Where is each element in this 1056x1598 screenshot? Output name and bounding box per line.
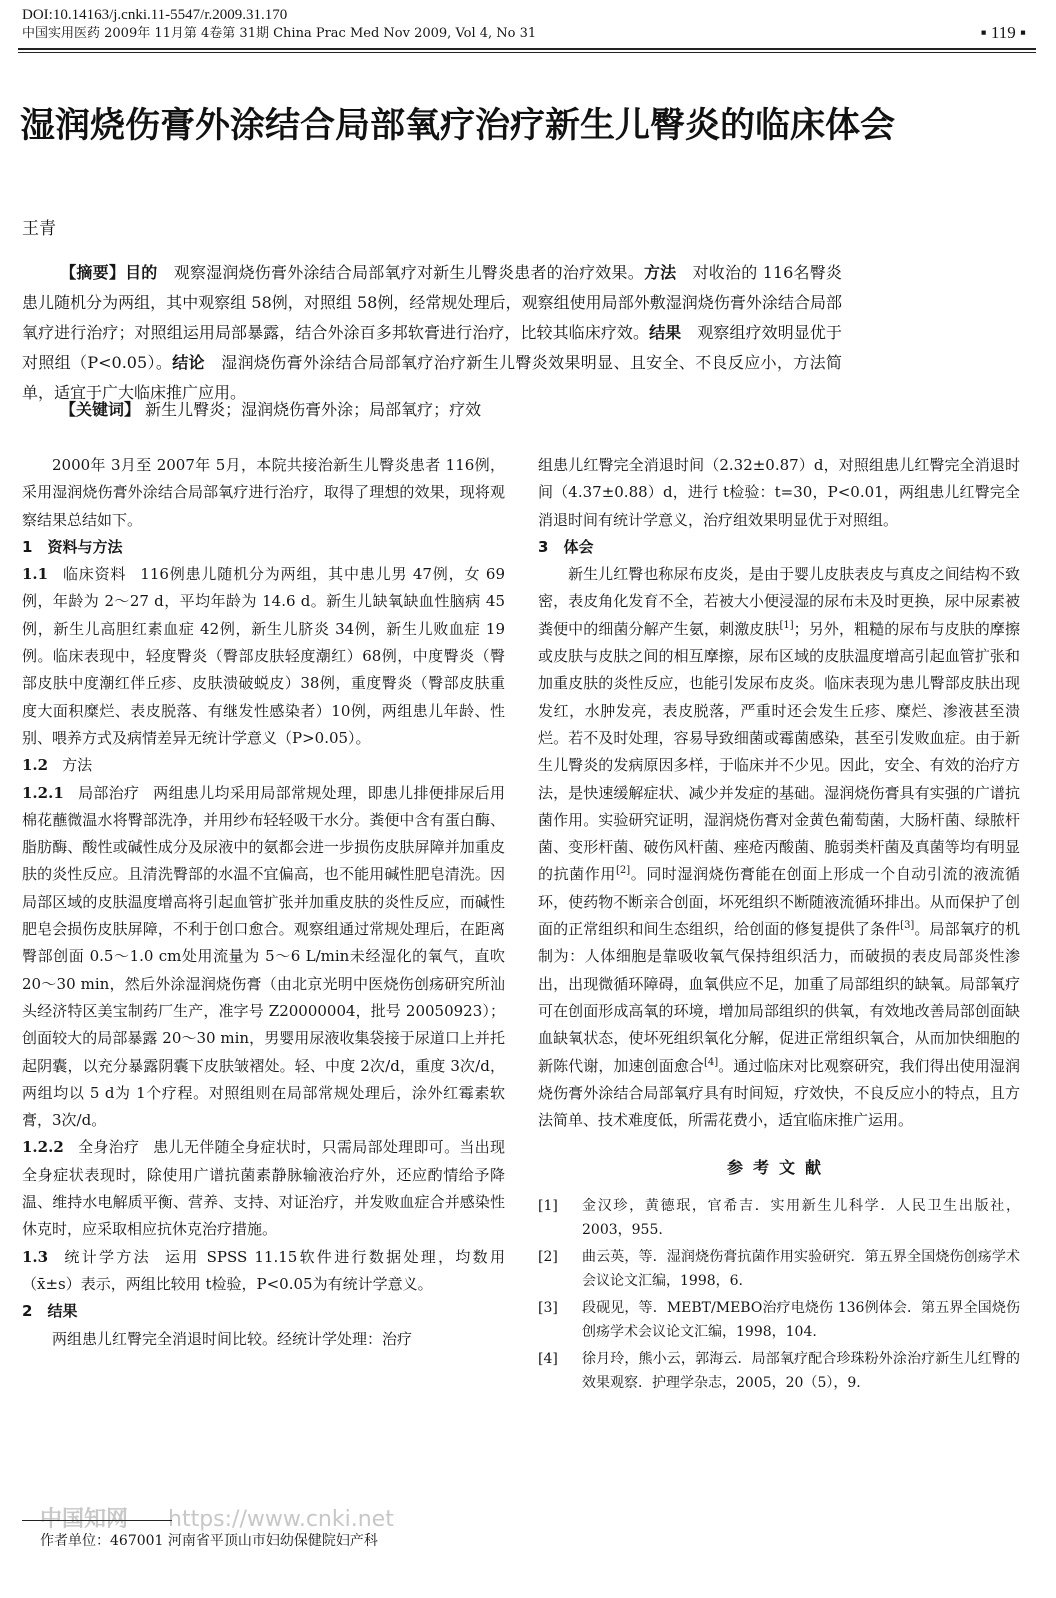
reference-index: [1] <box>538 1197 558 1214</box>
citation-4[interactable]: [4] <box>704 1056 719 1068</box>
right-column <box>538 452 1020 1398</box>
discussion-text: ；另外，粗糙的尿布与皮肤的摩擦或皮肤与皮肤之间的相互摩擦，尿布区域的皮肤温度增高引起血管扩张和加重皮肤的炎性反应，也能引发尿布皮炎。临床表现为患儿臀部皮肤出现发红，水肿发亮，表皮脱落，严重时还会发生丘疹、糜烂、渗液甚至溃烂。若不及时处理，容易导致细菌或霉菌感染，甚至引发败血症。由于新生儿臀炎的发病原因多样，于临床并不少见。因此，安全、有效的治疗方法，是快速缓解症状、减少并发症的基础。湿润烧伤膏具有实强的广谱抗菌作用。实验研究证明，湿润烧伤膏对金黄色葡萄菌，大肠杆菌、绿脓杆菌、变形杆菌、破伤风杆菌、痤疮丙酸菌、脆弱类杆菌及真菌等均有明显的抗菌作用 <box>538 619 1020 884</box>
conclusion-label: 结论 <box>172 353 205 372</box>
cnki-watermark <box>40 1502 394 1533</box>
discussion-text: 。同时湿润烧伤膏能在创面上形成一个自动引流的液流循环，使药物不断亲合创面，坏死组织不断随液流循环排出。从而保护了创面的正常组织和间生态组织，给创面的修复提供了条件 <box>538 865 1020 939</box>
reference-index: [4] <box>538 1350 558 1367</box>
results-paragraph: 两组患儿红臀完全消退时间比较。经统计学处理：治疗 <box>52 1329 413 1348</box>
reference-item <box>538 1347 1020 1395</box>
cnki-url[interactable]: https://www.cnki.net <box>168 1507 394 1532</box>
reference-text: 段砚见，等．MEBT/MEBO治疗电烧伤 136例体会．第五界全国烧伤创疡学术会议论文汇编，1998，104. <box>582 1299 1020 1340</box>
section-3-heading <box>538 534 1020 561</box>
conclusion-text: 湿润烧伤膏外涂结合局部氧疗治疗新生儿臀炎效果明显、且安全、不良反应小，方法简单，适宜于广大临床推广应用。 <box>22 353 842 402</box>
methods-label: 方法 <box>643 263 677 282</box>
results-text: 观察组疗效明显优于对照组（P<0.05）。 <box>22 323 842 372</box>
keywords <box>60 398 481 422</box>
section-1-2-1 <box>22 780 505 1135</box>
section-1-2-heading <box>22 752 505 779</box>
section-title: 体会 <box>563 537 594 556</box>
doi-line: DOI:10.14163/j.cnki.11-5547/r.2009.31.170 <box>22 7 288 23</box>
section-1-heading <box>22 534 505 561</box>
section-title: 统计学方法 <box>62 1247 151 1266</box>
reference-item <box>538 1245 1020 1293</box>
page-number: ▪ 119 ▪ <box>980 23 1026 42</box>
reference-index: [2] <box>538 1248 558 1265</box>
citation-1[interactable]: [1] <box>779 619 794 631</box>
reference-item <box>538 1296 1020 1344</box>
objective-text: 观察湿润烧伤膏外涂结合局部氧疗对新生儿臀炎患者的治疗效果。 <box>173 263 644 282</box>
header-rule-thin <box>18 52 1036 53</box>
discussion-text: 新生儿红臀也称尿布皮炎，是由于婴儿皮肤表皮与真皮之间结构不致密，表皮角化发育不全，若被大小便浸湿的尿布未及时更换，尿中尿素被粪便中的细菌分解产生氨，刺激皮肤 <box>538 565 1020 638</box>
cnki-logo: 中国知网 <box>40 1507 129 1532</box>
reference-text: 曲云英，等．湿润烧伤膏抗菌作用实验研究．第五界全国烧伤创疡学术会议论文汇编，1998，6. <box>582 1248 1020 1289</box>
section-number: 1.2.1 <box>22 783 64 802</box>
section-text: 运用 SPSS 11.15软件进行数据处理，均数用（x̄±s）表示，两组比较用 t检验，P<0.05为有统计学意义。 <box>22 1247 505 1293</box>
author-name: 王青 <box>22 219 56 239</box>
reference-list <box>538 1194 1020 1395</box>
section-title: 全身治疗 <box>77 1138 140 1157</box>
section-number: 1.3 <box>22 1247 49 1266</box>
discussion-text: 。局部氧疗的机制为：人体细胞是靠吸收氧气保持组织活力，而破损的表皮局部炎性渗出，出现微循环障碍，血氧供应不足，加重了局部组织的缺氧。局部氧疗可在创面形成高氧的环境，增加局部组织的供氧，有效地改善局部创面缺血缺氧状态，使坏死组织氧化分解，促进正常组织氧合，从而加快细胞的新陈代谢，加速创面愈合 <box>538 920 1020 1075</box>
header-rule <box>18 48 1036 50</box>
citation-2[interactable]: [2] <box>615 865 631 877</box>
section-title: 方法 <box>62 756 93 775</box>
author-affiliation: 作者单位：467001 河南省平顶山市妇幼保健院妇产科 <box>40 1533 378 1549</box>
reference-item <box>538 1194 1020 1242</box>
keywords-text: 新生儿臀炎；湿润烧伤膏外涂；局部氧疗；疗效 <box>145 400 482 419</box>
section-title: 结果 <box>47 1302 78 1321</box>
reference-text: 金汉珍，黄德珉，官希吉．实用新生儿科学．人民卫生出版社，2003，955. <box>582 1197 1020 1238</box>
section-1-2-2 <box>22 1134 505 1243</box>
reference-index: [3] <box>538 1299 558 1316</box>
reference-text: 徐月玲，熊小云，郭海云．局部氧疗配合珍珠粉外涂治疗新生儿红臀的效果观察．护理学杂志，2005，20（5），9. <box>582 1350 1020 1391</box>
section-1-3 <box>22 1244 505 1299</box>
section-number: 3 <box>538 537 549 556</box>
objective-label: 目的 <box>125 263 158 282</box>
article-title: 湿润烧伤膏外涂结合局部氧疗治疗新生儿臀炎的临床体会 <box>20 106 896 146</box>
section-title: 局部治疗 <box>77 783 140 802</box>
footnote-rule <box>22 1520 172 1521</box>
section-text: 患儿无伴随全身症状时，只需局部处理即可。当出现全身症状表现时，除使用广谱抗菌素静脉输液治疗外，还应酌情给予降温、维持水电解质平衡、营养、支持、对证治疗，并发败血症合并感染性休克时，应采取相应抗休克治疗措施。 <box>22 1138 505 1239</box>
section-number: 1.2.2 <box>22 1138 64 1157</box>
journal-citation-line: 中国实用医药 2009年 11月第 4卷第 31期 China Prac Med Nov 2009, Vol 4, No 31 <box>22 26 537 41</box>
abstract <box>22 258 842 408</box>
citation-3[interactable]: [3] <box>900 920 915 932</box>
section-1-1 <box>22 561 505 752</box>
abstract-label: 【摘要】 <box>60 263 126 282</box>
methods-text: 对收治的 116名臀炎患儿随机分为两组，其中观察组 58例，对照组 58例，经常规处理后，观察组使用局部外敷湿润烧伤膏外涂结合局部氧疗进行治疗；对照组运用局部暴露，结合外涂百多邦软膏进行治疗，比较其临床疗效。 <box>22 263 842 342</box>
section-number: 2 <box>22 1302 33 1321</box>
discussion-paragraph <box>538 561 1020 1134</box>
discussion-text: 。通过临床对比观察研究，我们得出使用湿润烧伤膏外涂结合局部氧疗具有时间短，疗效快，不良反应小的特点，且方法简单、技术难度低，所需花费小，适宜临床推广运用。 <box>538 1056 1020 1130</box>
keywords-label: 【关键词】 <box>60 400 141 419</box>
results-paragraph-continued: 组患儿红臀完全消退时间（2.32±0.87）d，对照组患儿红臀完全消退时间（4.37±0.88）d，进行 t检验：t=30，P<0.01，两组患儿红臀完全消退时间有统计学意义，治疗组效果明显优于对照组。 <box>538 456 1020 529</box>
section-number: 1.1 <box>22 565 49 584</box>
section-text: 116例患儿随机分为两组，其中患儿男 47例，女 69例，年龄为 2～27 d，平均年龄为 14.6 d。新生儿缺氧缺血性脑病 45例，新生儿高胆红素血症 42例，新生儿脐炎 34例，新生儿败血症 19例。临床表现中，轻度臀炎（臀部皮肤轻度潮红）68例，中度臀炎（臀部皮肤中度潮红伴丘疹、皮肤溃破蜕皮）38例，重度臀炎（臀部皮肤重度大面积糜烂、表皮脱落、有继发性感染者）10例，两组患儿年龄、性别、喂养方式及病情差异无统计学意义（P>0.05）。 <box>22 565 505 747</box>
results-label: 结果 <box>649 323 682 342</box>
section-number: 1 <box>22 537 33 556</box>
intro-paragraph: 2000年 3月至 2007年 5月，本院共接治新生儿臀炎患者 116例，采用湿润烧伤膏外涂结合局部氧疗进行治疗，取得了理想的效果，现将观察结果总结如下。 <box>22 456 505 529</box>
left-column <box>22 452 505 1353</box>
section-title: 临床资料 <box>62 565 127 584</box>
section-text: 两组患儿均采用局部常规处理，即患儿排便排尿后用棉花蘸微温水将臀部洗净，并用纱布轻轻吸干水分。粪便中含有蛋白酶、脂肪酶、酸性或碱性成分及尿液中的氨都会进一步损伤皮肤屏障并加重皮肤的炎性反应。且清洗臀部的水温不宜偏高，也不能用碱性肥皂清洗。因局部区域的皮肤温度增高将引起血管扩张并加重皮肤的炎性反应，而碱性肥皂会损伤皮肤屏障，不利于创口愈合。观察组通过常规处理后，在距离臀部创面 0.5～1.0 cm处用流量为 5～6 L/min未经湿化的氧气，直吹 20～30 min，然后外涂湿润烧伤膏（由北京光明中医烧伤创疡研究所汕头经济特区美宝制药厂生产，准字号 Z20000004，批号 20050923）；创面较大的局部暴露 20～30 min，男婴用尿液收集袋接于尿道口上并托起阴囊，以充分暴露阴囊下皮肤皱褶处。轻、中度 2次/d，重度 3次/d，两组均以 5 d为 1个疗程。对照组则在局部常规处理后，涂外红霉素软膏，3次/d。 <box>22 783 505 1130</box>
section-number: 1.2 <box>22 756 49 775</box>
section-2-heading <box>22 1298 505 1325</box>
section-title: 资料与方法 <box>47 537 123 556</box>
references-heading: 参考文献 <box>726 1158 831 1178</box>
